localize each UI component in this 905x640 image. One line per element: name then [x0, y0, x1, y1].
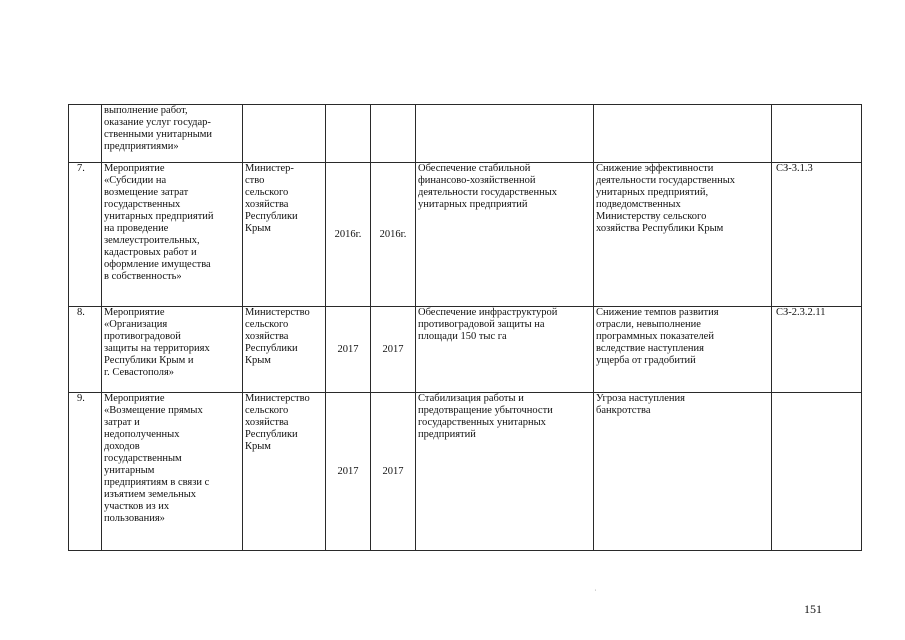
program-measures-table [68, 104, 862, 551]
row-number-cell [69, 105, 102, 163]
indicator-link-cell [772, 393, 862, 551]
measure-name-cell: Мероприятие «Возмещение прямых затрат и недополученных доходов государственным унитарным предприятиям в связи с изъятием земельных участков из их пользования» [102, 393, 243, 551]
measure-name-cell: выполнение работ, оказание услуг государ- ственными унитарными предприятиями» [102, 105, 243, 163]
measure-name-cell: Мероприятие «Субсидии на возмещение затрат государственных унитарных предприятий на проведение землеустроительных, кадастровых работ и оформление имущества в собственность» [102, 163, 243, 307]
consequence-cell: Снижение темпов развития отрасли, невыполнение программных показателей вследствие наступления ущерба от градобитий [594, 307, 772, 393]
indicator-link-cell [772, 105, 862, 163]
scan-speck: ˙ [594, 588, 597, 597]
executor-cell [243, 105, 326, 163]
expected-result-cell: Обеспечение инфраструктурой противоградовой защиты на площади 150 тыс га [416, 307, 594, 393]
consequence-cell: Снижение эффективности деятельности государственных унитарных предприятий, подведомственных Министерству сельского хозяйства Республики Крым [594, 163, 772, 307]
end-year-cell: 2017 [371, 307, 416, 393]
table-row [69, 105, 862, 163]
executor-cell: Министер- ство сельского хозяйства Республики Крым [243, 163, 326, 307]
row-number-cell: 8. [69, 307, 102, 393]
table-row [69, 307, 862, 393]
consequence-cell: Угроза наступления банкротства [594, 393, 772, 551]
executor-cell: Министерство сельского хозяйства Республики Крым [243, 393, 326, 551]
end-year-cell: 2016г. [371, 163, 416, 307]
table-row [69, 163, 862, 307]
start-year-cell [326, 105, 371, 163]
row-number-cell: 9. [69, 393, 102, 551]
executor-cell: Министерство сельского хозяйства Республики Крым [243, 307, 326, 393]
indicator-link-cell: СЗ-3.1.3 [772, 163, 862, 307]
end-year-cell: 2017 [371, 393, 416, 551]
start-year-cell: 2017 [326, 307, 371, 393]
consequence-cell [594, 105, 772, 163]
start-year-cell: 2016г. [326, 163, 371, 307]
end-year-cell [371, 105, 416, 163]
start-year-cell: 2017 [326, 393, 371, 551]
row-number-cell: 7. [69, 163, 102, 307]
expected-result-cell: Обеспечение стабильной финансово-хозяйственной деятельности государственных унитарных предприятий [416, 163, 594, 307]
page-number: 151 [804, 602, 822, 616]
expected-result-cell [416, 105, 594, 163]
table-row [69, 393, 862, 551]
measure-name-cell: Мероприятие «Организация противоградовой защиты на территориях Республики Крым и г. Севастополя» [102, 307, 243, 393]
expected-result-cell: Стабилизация работы и предотвращение убыточности государственных унитарных предприятий [416, 393, 594, 551]
indicator-link-cell: СЗ-2.3.2.11 [772, 307, 862, 393]
